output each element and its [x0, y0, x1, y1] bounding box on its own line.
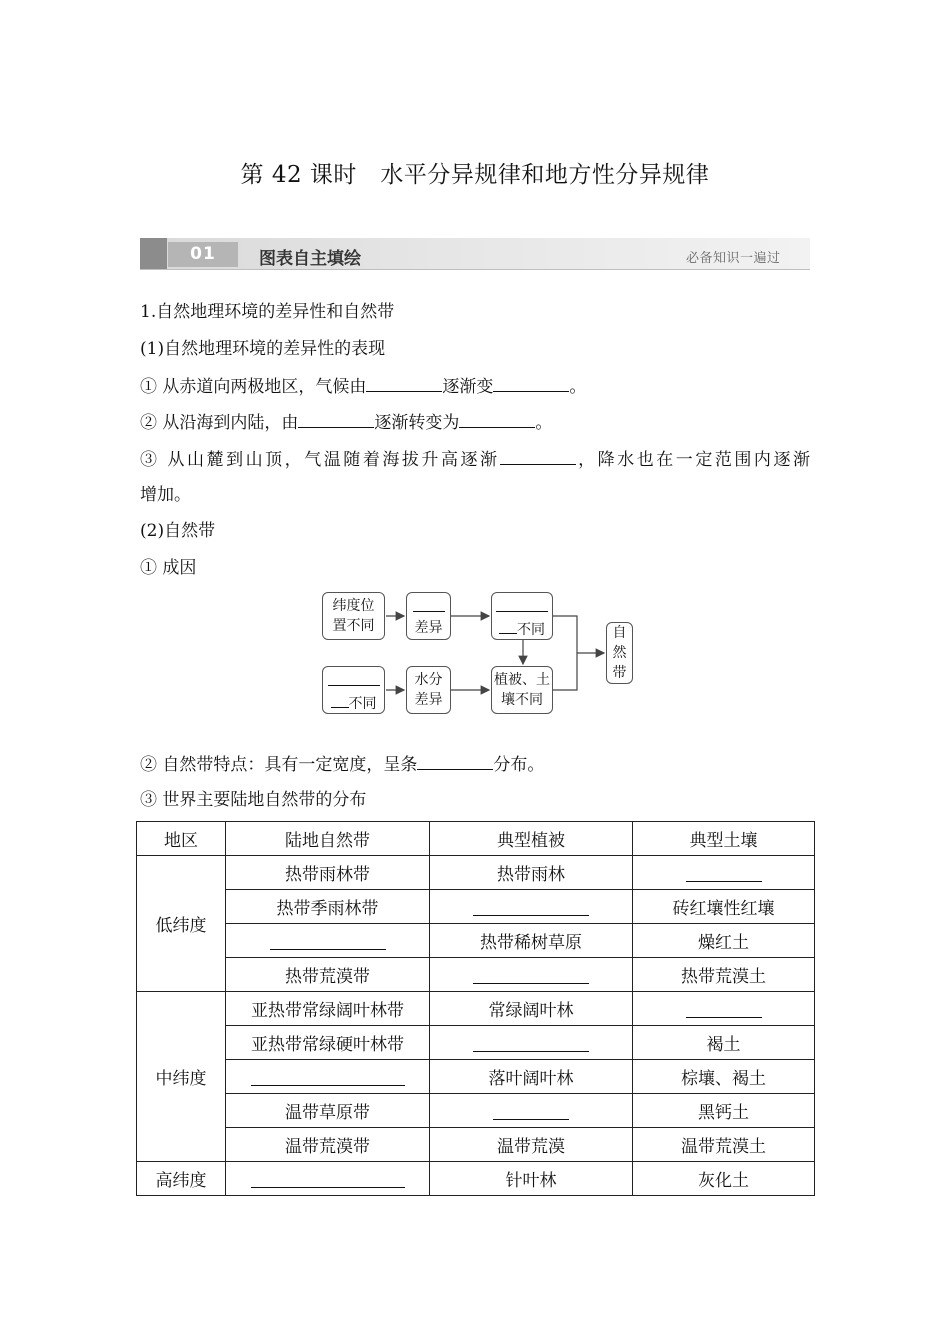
item-mountain: [140, 447, 810, 471]
table-cell: 热带稀树草原: [430, 924, 633, 958]
table-cell: 温带荒漠: [430, 1128, 633, 1162]
box-natural-zone: [606, 622, 633, 684]
box-veg-line1: 植被、土: [494, 672, 550, 688]
box-top-right: [491, 592, 553, 640]
box-veg-line2: 壤不同: [501, 692, 543, 708]
feature-text-b: 分布。: [493, 755, 545, 775]
fill-blank[interactable]: [493, 374, 569, 392]
table-cell: 落叶阔叶林: [430, 1060, 633, 1094]
fill-blank[interactable]: [473, 967, 589, 984]
box-water-line1: 水分: [414, 672, 443, 688]
header-cell: 典型土壤: [633, 822, 815, 856]
table-row: [137, 856, 815, 890]
feature-line: [140, 752, 544, 776]
distribution-label: ③ 世界主要陆地自然带的分布: [140, 790, 367, 810]
box-vegetation-soil: [491, 666, 553, 714]
table-cell: [633, 992, 815, 1026]
table-cell: 燥红土: [633, 924, 815, 958]
box-zone-char1: 自: [612, 625, 627, 641]
fill-blank[interactable]: [251, 1171, 405, 1188]
natural-zone-table: [136, 821, 815, 1196]
header-cell: 典型植被: [430, 822, 633, 856]
item-latitude-text-b: 逐渐变: [442, 377, 494, 397]
table-cell: [430, 890, 633, 924]
banner-underline: [140, 269, 810, 270]
fill-blank[interactable]: [270, 933, 386, 950]
fill-blank[interactable]: [366, 374, 442, 392]
box-bottom-left: [322, 666, 385, 714]
table-header-row: [137, 822, 815, 856]
table-cell: 常绿阔叶林: [430, 992, 633, 1026]
box-diff: [406, 592, 451, 640]
header-cell: 陆地自然带: [226, 822, 430, 856]
box-water: [406, 666, 451, 714]
fill-blank[interactable]: [496, 596, 548, 612]
item-coastal: [140, 410, 552, 434]
box-zone-char2: 然: [612, 645, 627, 661]
item-coastal-text-b: 逐渐转变为: [374, 413, 460, 433]
table-cell: 热带雨林带: [226, 856, 430, 890]
table-cell: [226, 1162, 430, 1196]
subheading-difference: (1)自然地理环境的差异性的表现: [140, 339, 386, 359]
table-cell: 热带荒漠带: [226, 958, 430, 992]
section-heading: 1.自然地理环境的差异性和自然带: [140, 302, 395, 322]
item-mountain-text-b: ，降水也在一定范围内逐渐: [575, 450, 811, 470]
group-high-latitude: 高纬度: [137, 1162, 226, 1196]
table-cell: 砖红壤性红壤: [633, 890, 815, 924]
header-cell: 地区: [137, 822, 226, 856]
box-latitude-line1: 纬度位: [332, 598, 375, 614]
table-cell: [633, 856, 815, 890]
item-mountain-cont: 增加。: [140, 485, 191, 505]
box-bottom-left-text: 不同: [348, 696, 377, 712]
table-cell: 亚热带常绿阔叶林带: [226, 992, 430, 1026]
page-title: 第 42 课时 水平分异规律和地方性分异规律: [240, 162, 710, 188]
fill-blank[interactable]: [473, 1035, 589, 1052]
box-top-right-text: 不同: [517, 622, 545, 638]
item-latitude-text-c: 。: [569, 377, 587, 397]
fill-blank[interactable]: [413, 596, 445, 612]
table-cell: 热带季雨林带: [226, 890, 430, 924]
subheading-natural-zone: (2)自然带: [140, 521, 216, 541]
box-zone-char3: 带: [612, 665, 627, 681]
box-water-line2: 差异: [414, 692, 443, 708]
cause-label: ① 成因: [140, 558, 197, 578]
group-mid-latitude: 中纬度: [137, 992, 226, 1162]
banner-strip: [140, 238, 167, 270]
banner-label: 图表自主填绘: [259, 249, 361, 269]
banner-subtitle: 必备知识一遍过: [686, 251, 781, 266]
feature-text-a: ② 自然带特点：具有一定宽度，呈条: [140, 755, 418, 775]
banner-number: 01: [168, 242, 238, 267]
fill-blank[interactable]: [331, 692, 349, 708]
table-cell: 褐土: [633, 1026, 815, 1060]
table-row: [137, 1060, 815, 1094]
table-cell: [430, 1026, 633, 1060]
item-latitude-text-a: ① 从赤道向两极地区，气候由: [140, 377, 367, 397]
item-coastal-text-c: 。: [535, 413, 553, 433]
fill-blank[interactable]: [298, 410, 374, 428]
fill-blank[interactable]: [251, 1069, 405, 1086]
table-cell: 温带荒漠带: [226, 1128, 430, 1162]
table-cell: 灰化土: [633, 1162, 815, 1196]
item-latitude: [140, 374, 586, 398]
item-mountain-text-a: ③ 从山麓到山顶，气温随着海拔升高逐渐: [140, 450, 500, 470]
table-row: [137, 1128, 815, 1162]
table-row: [137, 1026, 815, 1060]
table-cell: 温带荒漠土: [633, 1128, 815, 1162]
box-latitude: [322, 592, 385, 640]
table-row: [137, 1162, 815, 1196]
box-diff-text: 差异: [414, 620, 443, 636]
table-cell: [430, 958, 633, 992]
table-row: [137, 924, 815, 958]
fill-blank[interactable]: [686, 865, 762, 882]
table-row: [137, 992, 815, 1026]
fill-blank[interactable]: [493, 1103, 569, 1120]
fill-blank[interactable]: [328, 670, 380, 686]
table-cell: 黑钙土: [633, 1094, 815, 1128]
table-cell: 热带雨林: [430, 856, 633, 890]
fill-blank[interactable]: [686, 1001, 762, 1018]
bracket-connector: [553, 616, 577, 690]
item-coastal-text-a: ② 从沿海到内陆，由: [140, 413, 299, 433]
table-cell: [226, 924, 430, 958]
fill-blank[interactable]: [500, 447, 576, 465]
fill-blank[interactable]: [459, 410, 535, 428]
table-cell: [226, 1060, 430, 1094]
table-cell: 棕壤、褐土: [633, 1060, 815, 1094]
cause-diagram: [320, 590, 640, 720]
table-row: [137, 958, 815, 992]
fill-blank[interactable]: [499, 618, 517, 634]
group-low-latitude: 低纬度: [137, 856, 226, 992]
table-cell: 亚热带常绿硬叶林带: [226, 1026, 430, 1060]
table-row: [137, 890, 815, 924]
fill-blank[interactable]: [473, 899, 589, 916]
table-cell: [430, 1094, 633, 1128]
table-cell: 热带荒漠土: [633, 958, 815, 992]
table-cell: 针叶林: [430, 1162, 633, 1196]
box-latitude-line2: 置不同: [332, 618, 375, 634]
table-row: [137, 1094, 815, 1128]
fill-blank[interactable]: [417, 752, 493, 770]
table-cell: 温带草原带: [226, 1094, 430, 1128]
